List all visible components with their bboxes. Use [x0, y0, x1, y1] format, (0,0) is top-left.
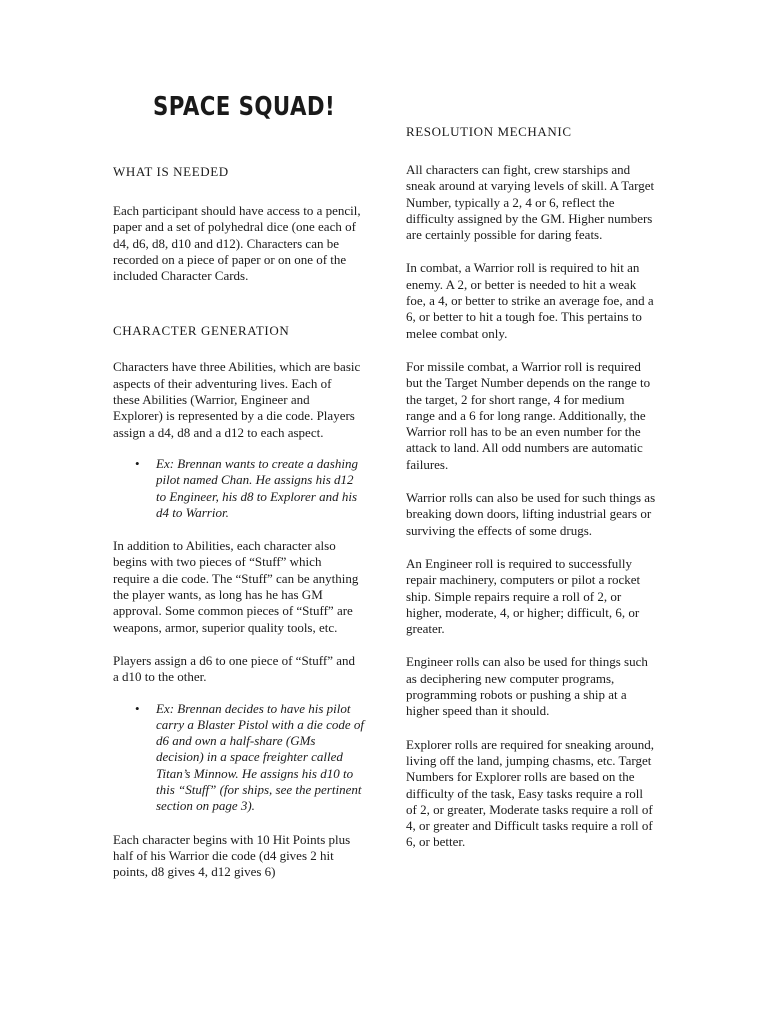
resolution-mechanic-heading: RESOLUTION MECHANIC: [406, 124, 572, 139]
resolution-paragraph-7: Explorer rolls are required for sneaking around, living off the land, jumping chasms, etc. Target Numbers for Explorer rolls are based on the difficulty of the task, Easy tasks require a roll of 2, or greater, Moderate tasks require a roll of 4, or greater and Difficult tasks require a roll of 6, or better.: [406, 736, 654, 850]
left-column: [113, 164, 364, 881]
bullet-icon: •: [135, 700, 140, 716]
example-1-text: Ex: Brennan wants to create a dashing pilot named Chan. He assigns his d12 to Engineer, his d8 to Explorer and his d4 to Warrior.: [156, 455, 358, 520]
character-generation-heading: CHARACTER GENERATION: [113, 323, 290, 339]
chargen-paragraph-3: Players assign a d6 to one piece of “Stuff” and a d10 to the other.: [113, 652, 355, 685]
example-2: [113, 701, 365, 815]
right-column: [406, 124, 656, 851]
example-1: [113, 456, 365, 521]
resolution-paragraph-6: Engineer rolls can also be used for things such as deciphering new computer programs, programming robots or pushing a ship at a higher speed than it should.: [406, 654, 648, 719]
example-2-text: Ex: Brennan decides to have his pilot carry a Blaster Pistol with a die code of d6 and own a half-share (GMs decision) in a space freighter called Titan’s Minnow. He assigns his d10 to this “Stuff” (for ships, see the pertinent section on page 3).: [156, 700, 364, 814]
resolution-paragraph-1: All characters can fight, crew starships and sneak around at varying levels of skill. A Target Number, typically a 2, 4 or 6, reflect the difficulty assigned by the GM. Higher numbers are certainly possible for daring feats.: [406, 162, 655, 243]
resolution-paragraph-2: In combat, a Warrior roll is required to hit an enemy. A 2, or better is needed to hit a weak foe, a 4, or better to strike an average foe, and a 6, or better to hit a tough foe. This pertains to melee combat only.: [406, 260, 654, 341]
what-is-needed-paragraph: Each participant should have access to a pencil, paper and a set of polyhedral dice (one each of d4, d6, d8, d10 and d12). Characters can be recorded on a piece of paper or on one of the included Character Cards.: [113, 203, 361, 284]
chargen-paragraph-1: Characters have three Abilities, which are basic aspects of their adventuring lives. Each of these Abilities (Warrior, Engineer and Explorer) is represented by a die code. Players assign a d4, d8 and a d12 to each aspect.: [113, 359, 361, 440]
resolution-paragraph-3: For missile combat, a Warrior roll is required but the Target Number depends on the range to the target, 2 for short range, 4 for medium range and a 6 for long range. Additionally, the Warrior roll has to be an even number for the attack to land. All odd numbers are automatic failures.: [406, 358, 651, 472]
chargen-paragraph-4: Each character begins with 10 Hit Points plus half of his Warrior die code (d4 gives 2 hit points, d8 gives 4, d12 gives 6): [113, 831, 351, 880]
resolution-paragraph-5: An Engineer roll is required to successfully repair machinery, computers or pilot a rocket ship. Simple repairs require a roll of 2, or higher, moderate, 4, or higher; difficult, 6, or greater.: [406, 555, 641, 637]
example-list-1: [113, 456, 365, 521]
chargen-paragraph-2: In addition to Abilities, each character also begins with two pieces of “Stuff” which require a die code. The “Stuff” can be anything the player wants, as long has he has GM approval. Some common pieces of “Stuff” are weapons, armor, superior quality tools, etc.: [113, 538, 359, 635]
what-is-needed-heading: WHAT IS NEEDED: [113, 164, 229, 179]
page-title: SPACE SQUAD!: [153, 92, 336, 122]
resolution-paragraph-4: Warrior rolls can also be used for such things as breaking down doors, lifting industrial gears or surviving the effects of some drugs.: [406, 490, 656, 538]
example-list-2: [113, 701, 365, 815]
bullet-icon: •: [135, 455, 140, 471]
